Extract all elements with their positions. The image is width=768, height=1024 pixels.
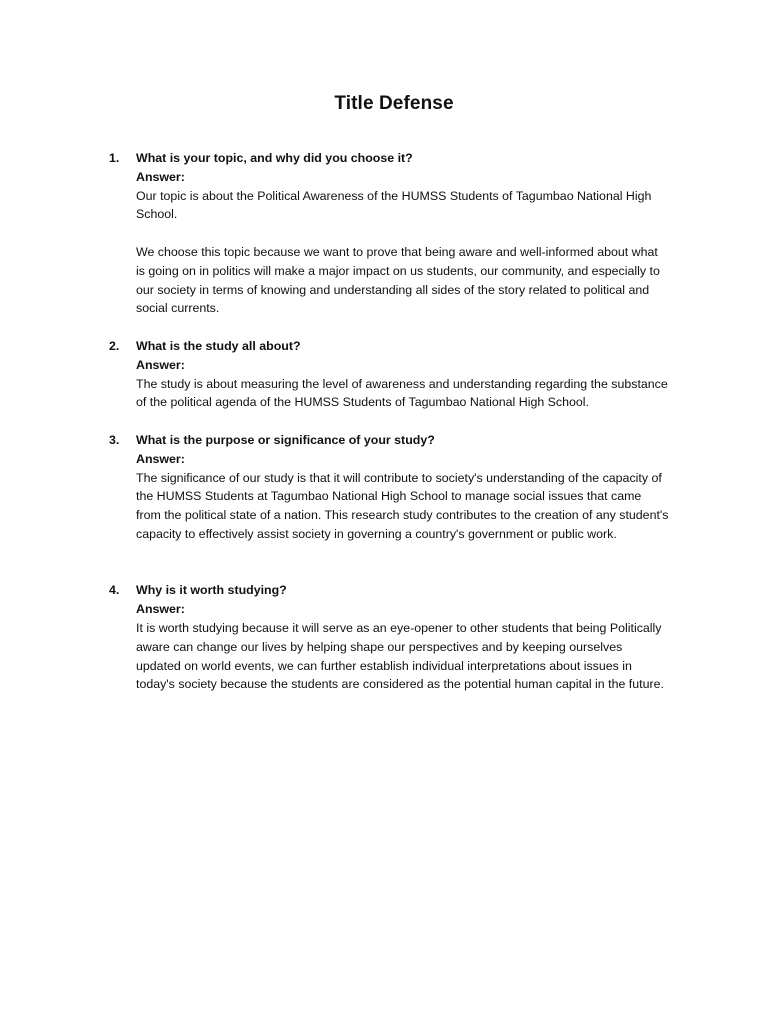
- answer-paragraph: The study is about measuring the level of awareness and understanding regarding the substance of the political agenda of the HUMSS Students of Tagumbao National High School.: [136, 376, 668, 410]
- answer-paragraph: We choose this topic because we want to prove that being aware and well-informed about what is going on in politics will make a major impact on us students, our community, and especially to our society in terms of knowing and understanding all sides of the story related to political and social currents.: [136, 244, 660, 316]
- question-list: [109, 149, 669, 694]
- item-number: 2.: [109, 338, 120, 353]
- answer-label: Answer:: [136, 602, 185, 617]
- list-item: [109, 337, 669, 412]
- answer-label: Answer:: [136, 169, 185, 184]
- question-text: What is the study all about?: [136, 338, 301, 353]
- answer-paragraph: The significance of our study is that it will contribute to society's understanding of the capacity of the HUMSS Students at Tagumbao National High School to manage social issues that came from the political state of a nation. This research study contributes to the creation of any student's capacity to effectively assist society in governing a country's government or public work.: [136, 470, 669, 541]
- question-text: Why is it worth studying?: [136, 583, 287, 598]
- answer-paragraph: It is worth studying because it will serve as an eye-opener to other students that being Politically aware can change our lives by helping shape our perspectives and by keeping ourselves updated on world events, we can further establish individual interpretations about issues in today's society because the students are considered as the potential human capital in the future.: [136, 620, 664, 692]
- list-item: [109, 149, 669, 318]
- question-text: What is the purpose or significance of your study?: [136, 432, 435, 447]
- item-number: 4.: [109, 583, 120, 598]
- answer-paragraph: Our topic is about the Political Awareness of the HUMSS Students of Tagumbao National High School.: [136, 188, 652, 222]
- list-item: [109, 431, 669, 544]
- list-item: [109, 581, 669, 694]
- item-number: 3.: [109, 432, 120, 447]
- item-number: 1.: [109, 151, 120, 165]
- answer-label: Answer:: [136, 357, 185, 372]
- answer-label: Answer:: [136, 451, 185, 466]
- page-title: Title Defense: [334, 93, 454, 114]
- question-text: What is your topic, and why did you choose it?: [136, 151, 413, 165]
